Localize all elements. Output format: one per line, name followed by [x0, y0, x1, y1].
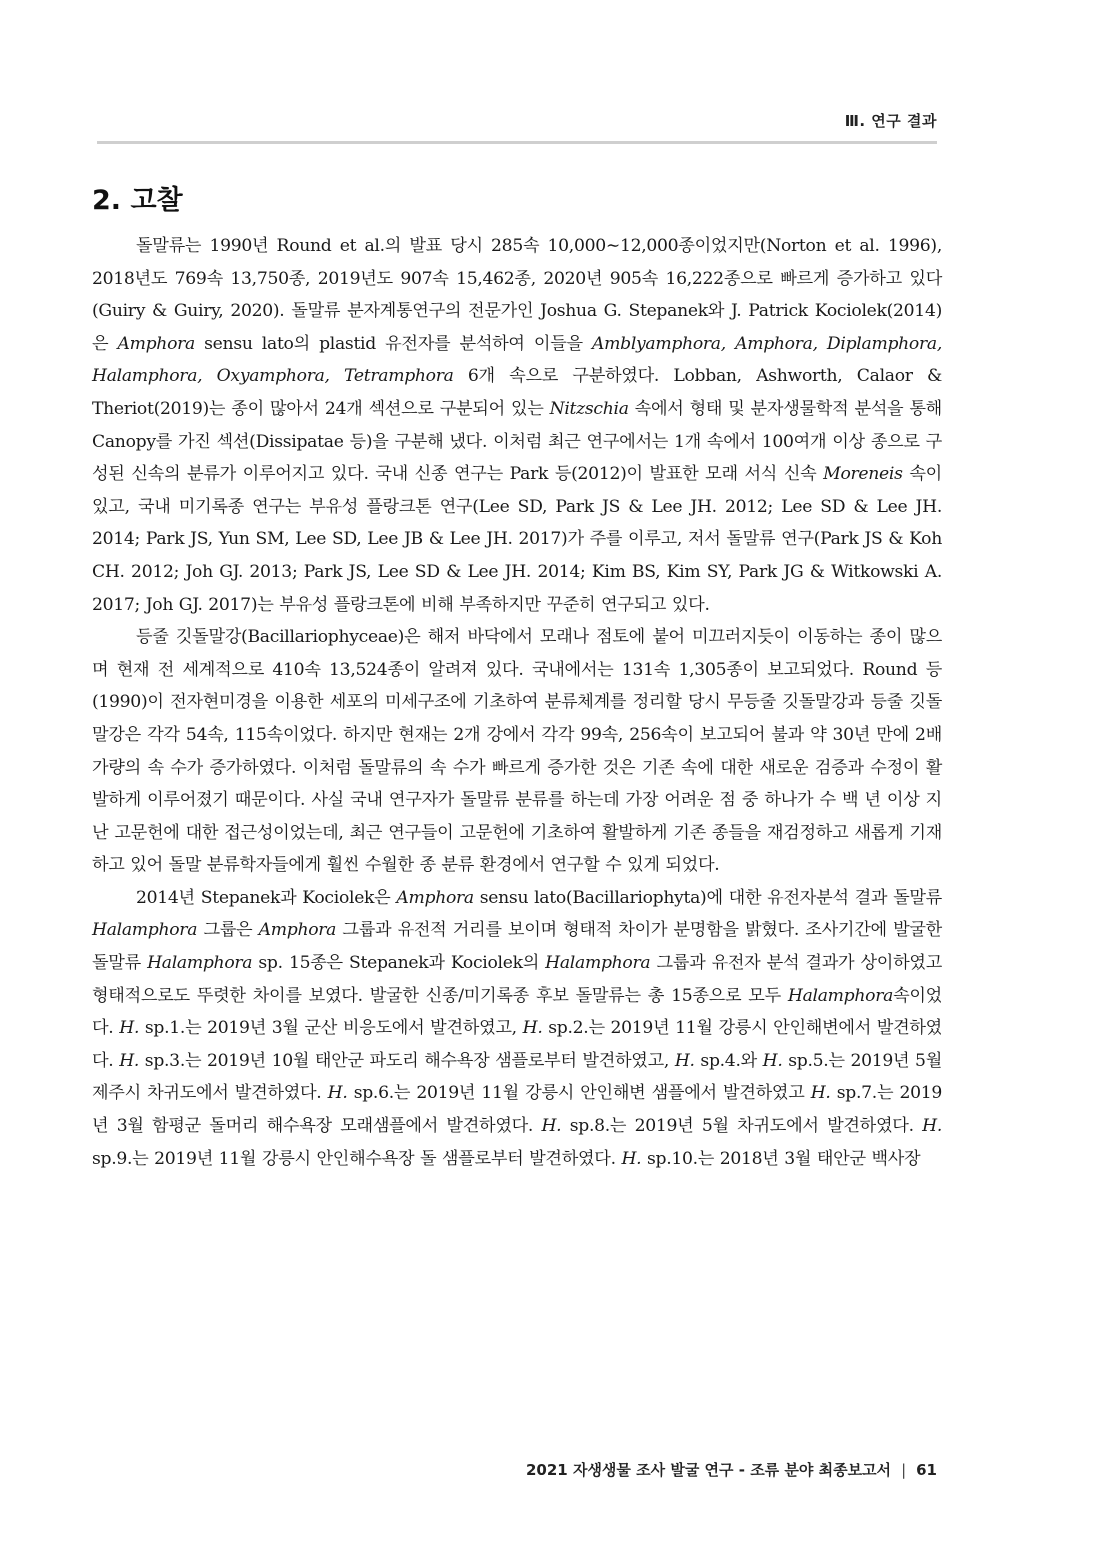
paragraph: [92, 882, 942, 1175]
italic-taxon-name: Amphora: [117, 333, 195, 354]
italic-taxon-name: H.: [119, 1050, 140, 1071]
italic-taxon-name: Halamphora: [92, 920, 198, 941]
section-title: 2. 고찰: [92, 185, 183, 216]
running-footer: [97, 1459, 937, 1480]
report-title: 2021 자생생물 조사 발굴 연구 - 조류 분야 최종보고서: [525, 1461, 892, 1479]
text-run: 돌말류는 1990년 Round et al.의 발표 당시 285속 10,000∼12,000종이었지만(Norton et al. 1996), 2018년도 769속 13,750종, 2019년도 907속 15,462종, 2020년 905속 16,222종으로 빠르게 증가하고 있다(Guiry & Guiry, 2020). 돌말류 분자계통연구의 전문가인 Joshua G. Stepanek와 J. Patrick Kociolek(2014)은: [92, 236, 942, 354]
italic-taxon-name: Amphora: [258, 920, 337, 941]
italic-taxon-name: H.: [119, 1018, 140, 1039]
header-divider: [97, 141, 937, 144]
italic-taxon-name: Halamphora: [787, 985, 894, 1006]
italic-taxon-name: H.: [810, 1083, 831, 1104]
text-run: 속이었다.: [92, 985, 942, 1039]
text-run: sp.3.는 2019년 10월 태안군 파도리 해수욕장 샘플로부터 발견하였고,: [139, 1050, 675, 1071]
text-run: 그룹은: [197, 920, 259, 941]
page-number: 61: [916, 1461, 937, 1479]
chapter-label: Ⅲ. 연구 결과: [844, 112, 937, 130]
italic-taxon-name: H.: [327, 1083, 348, 1104]
text-run: sensu lato(Bacillariophyta)에 대한 유전자분석 결과 돌말류: [473, 887, 942, 908]
text-run: 등줄 깃돌말강(Bacillariophyceae)은 해저 바닥에서 모래나 점토에 붙어 미끄러지듯이 이동하는 종이 많으며 현재 전 세계적으로 410속 13,524종이 알려져 있다. 국내에서는 131속 1,305종이 보고되었다. Round 등(1990)이 전자현미경을 이용한 세포의 미세구조에 기초하여 분류체계를 정리할 당시 무등줄 깃돌말강과 등줄 깃돌말강은 각각 54속, 115속이었다. 하지만 현재는 2개 강에서 각각 99속, 256속이 보고되어 불과 약 30년 만에 2배 가량의 속 수가 증가하였다. 이처럼 돌말류의 속 수가 빠르게 증가한 것은 기존 속에 대한 새로운 검증과 수정이 활발하게 이루어졌기 때문이다. 사실 국내 연구자가 돌말류 분류를 하는데 가장 어려운 점 중 하나가 수 백 년 이상 지난 고문헌에 대한 접근성이었는데, 최근 연구들이 고문헌에 기초하여 활발하게 기존 종들을 재검정하고 새롭게 기재하고 있어 돌말 분류학자들에게 훨씬 수월한 종 분류 환경에서 연구할 수 있게 되었다.: [92, 627, 942, 876]
italic-taxon-name: H.: [922, 1116, 942, 1137]
text-run: sp.9.는 2019년 11월 강릉시 안인해수욕장 돌 샘플로부터 발견하였다.: [92, 1148, 622, 1169]
text-run: 속이 있고, 국내 미기록종 연구는 부유성 플랑크톤 연구(Lee SD, Park JS & Lee JH. 2012; Lee SD & Lee JH. 2014; Park JS, Yun SM, Lee SD, Lee JB & Lee JH. 2017)가 주를 이루고, 저서 돌말류 연구(Park JS & Koh CH. 2012; Joh GJ. 2013; Park JS, Lee SD & Lee JH. 2014; Kim BS, Kim SY, Park JG & Witkowski A. 2017; Joh GJ. 2017)는 부유성 플랑크톤에 비해 부족하지만 꾸준히 연구되고 있다.: [92, 464, 942, 615]
text-run: sp.1.는 2019년 3월 군산 비응도에서 발견하였고,: [139, 1018, 523, 1039]
italic-taxon-name: Moreneis: [823, 464, 903, 485]
running-header: [97, 110, 937, 131]
text-run: 그룹과 유전자 분석 결과가 상이하였고 형태적으로도 뚜렷한 차이를 보였다. 발굴한 신종/미기록종 후보 돌말류는 총 15종으로 모두: [92, 953, 942, 1006]
body-text: [92, 230, 942, 1175]
italic-taxon-name: Amblyamphora, Amphora, Diplamphora, Halamphora, Oxyamphora, Tetramphora: [92, 333, 942, 387]
paragraph: [92, 621, 942, 882]
text-run: sp.5.는 2019년 5월 제주시 차귀도에서 발견하였다.: [92, 1050, 942, 1104]
italic-taxon-name: H.: [674, 1050, 695, 1071]
text-run: sensu lato의 plastid 유전자를 분석하여 이들을: [194, 333, 592, 354]
italic-taxon-name: H.: [522, 1018, 543, 1039]
italic-taxon-name: Amphora: [396, 887, 474, 908]
italic-taxon-name: Halamphora: [545, 953, 651, 974]
text-run: sp. 15종은 Stepanek과 Kociolek의: [252, 953, 546, 974]
italic-taxon-name: Halamphora: [147, 953, 253, 974]
italic-taxon-name: H.: [621, 1148, 642, 1169]
footer-separator: |: [901, 1461, 907, 1479]
text-run: 속에서 형태 및 분자생물학적 분석을 통해 Canopy를 가진 섹션(Dissipatae 등)을 구분해 냈다. 이처럼 최근 연구에서는 1개 속에서 100여개 이상 종으로 구성된 신속의 분류가 이루어지고 있다. 국내 신종 연구는 Park 등(2012)이 발표한 모래 서식 신속: [92, 398, 942, 485]
text-run: 2014년 Stepanek과 Kociolek은: [136, 887, 397, 908]
text-run: sp.6.는 2019년 11월 강릉시 안인해변 샘플에서 발견하였고: [347, 1083, 811, 1104]
italic-taxon-name: Nitzschia: [549, 398, 629, 419]
text-run: sp.7.는 2019년 3월 함평군 돌머리 해수욕장 모래샘플에서 발견하였다.: [92, 1083, 942, 1137]
text-run: sp.8.는 2019년 5월 차귀도에서 발견하였다.: [561, 1116, 923, 1137]
text-run: sp.2.는 2019년 11월 강릉시 안인해변에서 발견하였다.: [92, 1018, 942, 1071]
text-run: 6개 속으로 구분하였다. Lobban, Ashworth, Calaor & Theriot(2019)는 종이 많아서 24개 섹션으로 구분되어 있는: [92, 366, 942, 419]
italic-taxon-name: H.: [762, 1050, 783, 1071]
text-run: sp.10.는 2018년 3월 태안군 백사장: [641, 1148, 921, 1169]
text-run: sp.4.와: [694, 1050, 763, 1071]
italic-taxon-name: H.: [541, 1116, 562, 1137]
text-run: 그룹과 유전적 거리를 보이며 형태적 차이가 분명함을 밝혔다. 조사기간에 발굴한 돌말류: [92, 920, 942, 974]
paragraph: [92, 230, 942, 621]
